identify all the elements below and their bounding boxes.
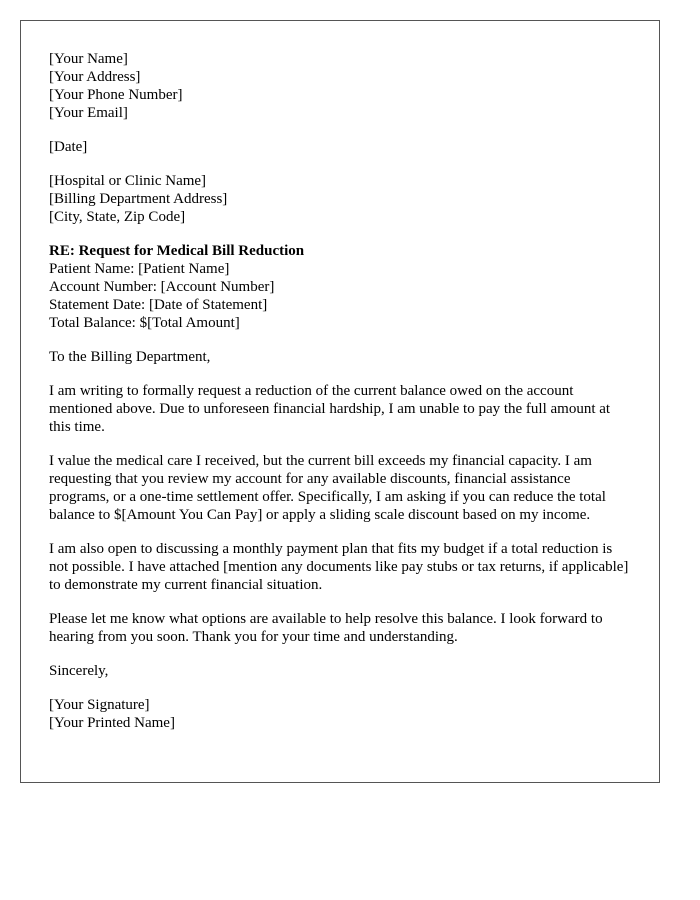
sender-phone: [Your Phone Number]	[49, 87, 183, 103]
reference-title: RE: Request for Medical Bill Reduction	[49, 243, 305, 259]
reference-account-number: Account Number: [Account Number]	[49, 279, 275, 295]
sender-email: [Your Email]	[49, 105, 128, 121]
sender-address: [Your Address]	[49, 69, 141, 85]
salutation: To the Billing Department,	[49, 349, 211, 365]
signature-block	[49, 696, 631, 732]
recipient-name: [Hospital or Clinic Name]	[49, 173, 207, 189]
letter-page	[20, 20, 660, 783]
recipient-block	[49, 172, 631, 226]
body-paragraph-4: Please let me know what options are available to help resolve this balance. I look forward to hearing from you soon. Thank you for your time and understanding.	[49, 611, 603, 645]
body-paragraph-3: I am also open to discussing a monthly payment plan that fits my budget if a total reduction is not possible. I have attached [mention any documents like pay stubs or tax returns, if applicable] to demonstrate my current financial situation.	[49, 541, 629, 593]
date-block	[49, 138, 631, 156]
reference-patient-name: Patient Name: [Patient Name]	[49, 261, 230, 277]
printed-name: [Your Printed Name]	[49, 715, 175, 731]
body-paragraph-1: I am writing to formally request a reduction of the current balance owed on the account mentioned above. Due to unforeseen financial hardship, I am unable to pay the full amount at this time.	[49, 383, 611, 435]
closing: Sincerely,	[49, 663, 109, 679]
recipient-city-state-zip: [City, State, Zip Code]	[49, 209, 186, 225]
reference-block	[49, 242, 631, 332]
reference-statement-date: Statement Date: [Date of Statement]	[49, 297, 268, 313]
recipient-address: [Billing Department Address]	[49, 191, 228, 207]
signature-line: [Your Signature]	[49, 697, 150, 713]
body-paragraph-2: I value the medical care I received, but the current bill exceeds my financial capacity. I am requesting that you review my account for any available discounts, financial assistance programs, or a one-time settlement offer. Specifically, I am asking if you can reduce the total balance to $[Amount You Can Pay] or apply a sliding scale discount based on my income.	[49, 453, 606, 523]
letter-date: [Date]	[49, 139, 88, 155]
sender-name: [Your Name]	[49, 51, 128, 67]
sender-block	[49, 50, 631, 122]
reference-total-balance: Total Balance: $[Total Amount]	[49, 315, 240, 331]
